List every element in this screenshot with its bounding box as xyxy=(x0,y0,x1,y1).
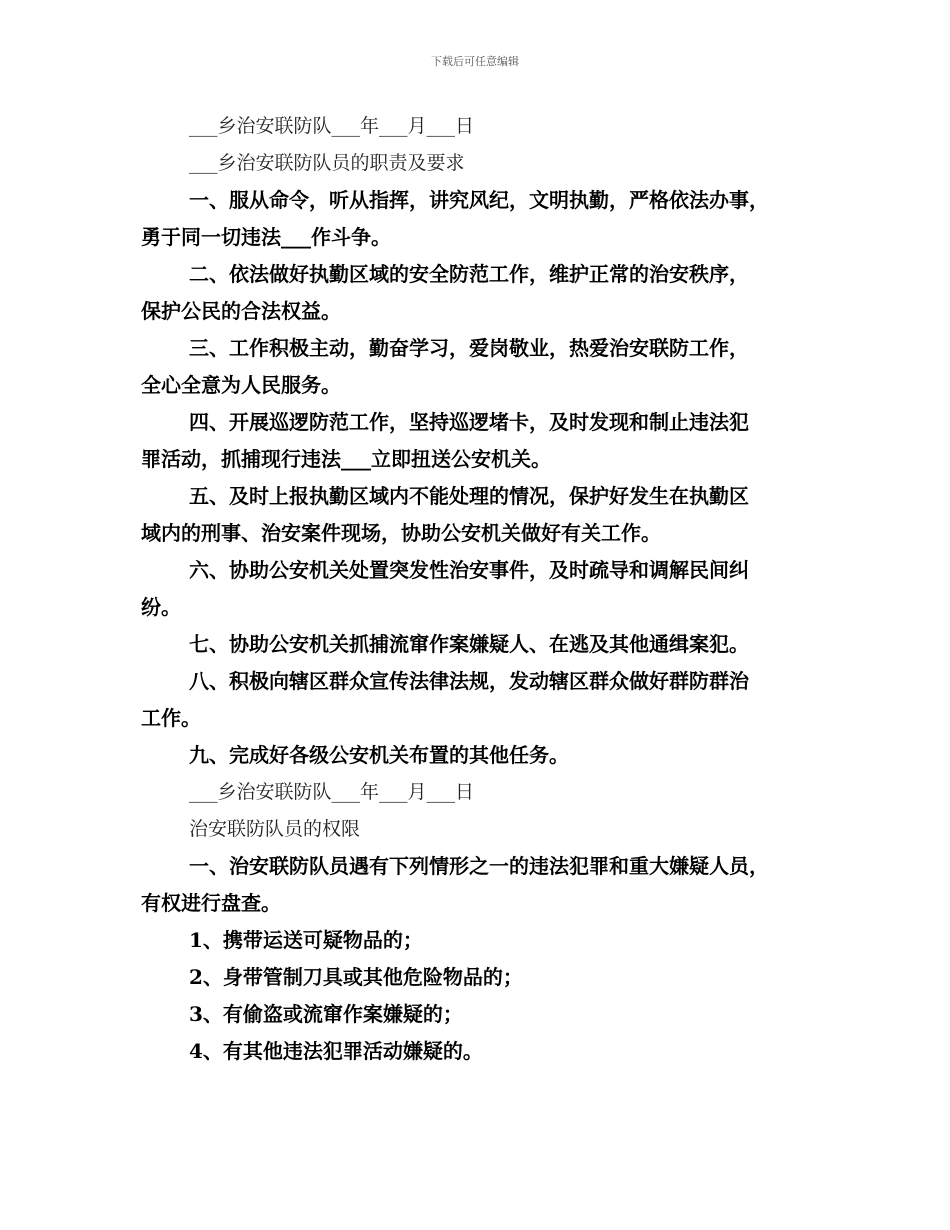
paragraph-line: 九、完成好各级公安机关布置的其他任务。 xyxy=(189,743,569,767)
paragraph-line: 勇于同一切违法___作斗争。 xyxy=(141,225,391,249)
paragraph-line: 二、依法做好执勤区域的安全防范工作，维护正常的治安秩序， xyxy=(189,262,749,286)
list-item: 1、携带运送可疑物品的； xyxy=(189,928,423,952)
list-item: 2、身带管制刀具或其他危险物品的； xyxy=(189,965,523,989)
list-item: 4、有其他违法犯罪活动嫌疑的。 xyxy=(189,1039,483,1063)
document-body xyxy=(141,108,821,1070)
paragraph-line: 八、积极向辖区群众宣传法律法规，发动辖区群众做好群防群治 xyxy=(189,669,749,693)
paragraph-line: 有权进行盘查。 xyxy=(141,891,281,915)
paragraph-line: 六、协助公安机关处置突发性治安事件，及时疏导和调解民间纠 xyxy=(189,558,749,582)
paragraph-line: 四、开展巡逻防范工作，坚持巡逻堵卡，及时发现和制止违法犯 xyxy=(189,410,749,434)
paragraph-line: 工作。 xyxy=(141,706,201,730)
paragraph-line: 罪活动，抓捕现行违法___立即扭送公安机关。 xyxy=(141,447,551,471)
paragraph-line: 域内的刑事、治安案件现场，协助公安机关做好有关工作。 xyxy=(141,521,661,545)
date-line: ___乡治安联防队___年___月___日 xyxy=(189,781,475,803)
paragraph-line: 一、治安联防队员遇有下列情形之一的违法犯罪和重大嫌疑人员， xyxy=(189,854,769,878)
paragraph-line: 全心全意为人民服务。 xyxy=(141,373,341,397)
paragraph-line: 五、及时上报执勤区域内不能处理的情况，保护好发生在执勤区 xyxy=(189,484,749,508)
section-title: ___乡治安联防队员的职责及要求 xyxy=(189,152,465,174)
page-header: 下载后可任意编辑 xyxy=(431,55,519,68)
paragraph-line: 纷。 xyxy=(141,595,181,619)
paragraph-line: 七、协助公安机关抓捕流窜作案嫌疑人、在逃及其他通缉案犯。 xyxy=(189,632,749,656)
section-title: 治安联防队员的权限 xyxy=(189,818,361,840)
list-item: 3、有偷盗或流窜作案嫌疑的； xyxy=(189,1002,463,1026)
paragraph-line: 三、工作积极主动，勤奋学习，爱岗敬业，热爱治安联防工作， xyxy=(189,336,749,360)
paragraph-line: 一、服从命令，听从指挥，讲究风纪，文明执勤，严格依法办事， xyxy=(189,188,769,212)
paragraph-line: 保护公民的合法权益。 xyxy=(141,299,341,323)
date-line: ___乡治安联防队___年___月___日 xyxy=(189,115,475,137)
